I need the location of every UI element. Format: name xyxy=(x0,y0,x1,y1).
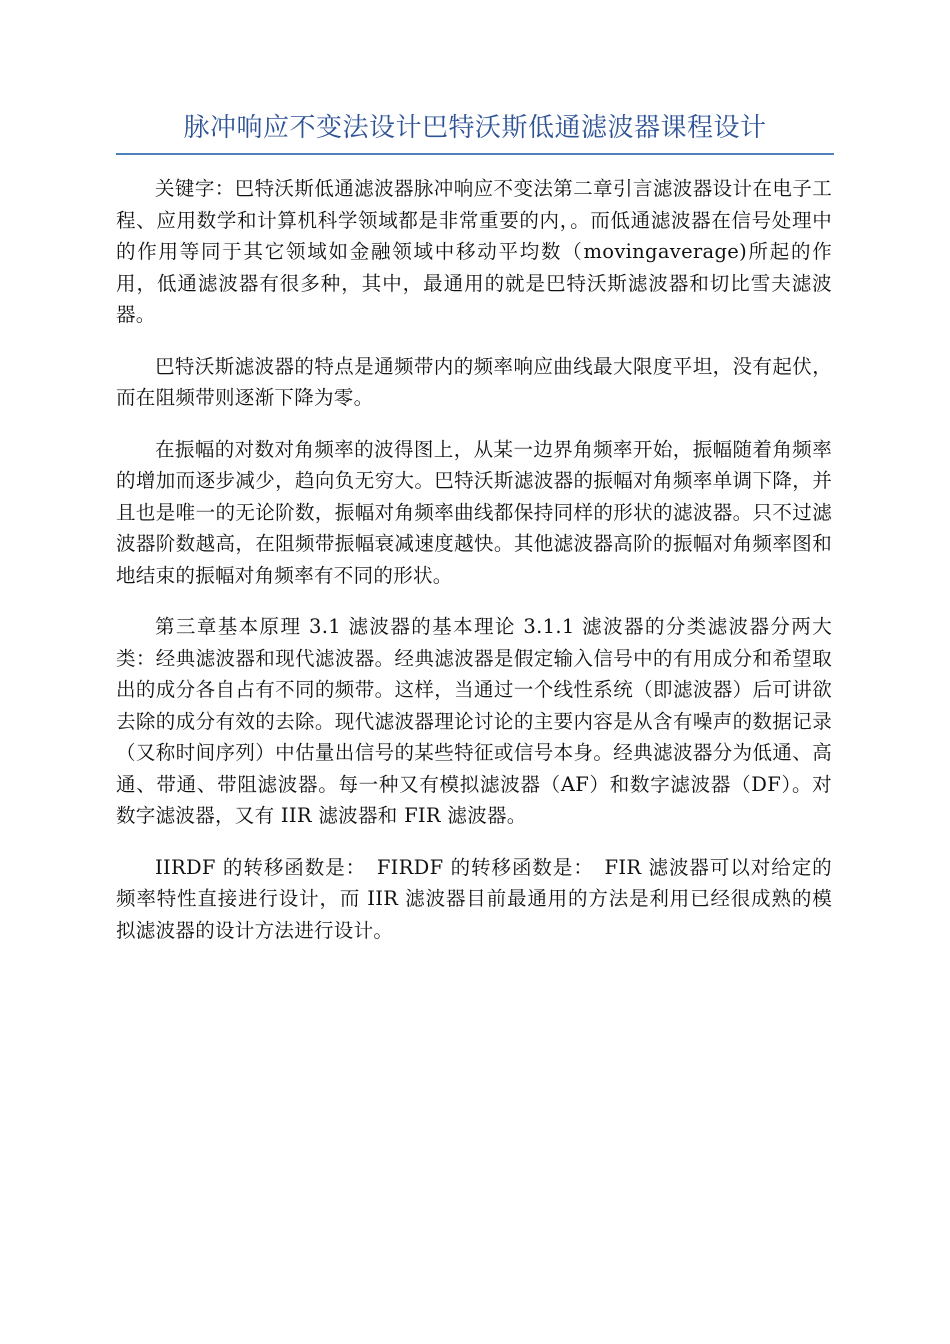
paragraph-bode-plot: 在振幅的对数对角频率的波得图上，从某一边界角频率开始，振幅随着角频率的增加而逐步减少，趋向负无穷大。巴特沃斯滤波器的振幅对角频率单调下降，并且也是唯一的无论阶数，振幅对角频率曲线都保持同样的形状的滤波器。只不过滤波器阶数越高，在阻频带振幅衰减速度越快。其他滤波器高阶的振幅对角频率图和地结束的振幅对角频率有不同的形状。 xyxy=(116,437,832,587)
paragraph-basic-principles: 第三章基本原理 3.1 滤波器的基本理论 3.1.1 滤波器的分类滤波器分两大类：经典滤波器和现代滤波器。经典滤波器是假定输入信号中的有用成分和希望取出的成分各自占有不同的频带。这样，当通过一个线性系统（即滤波器）后可讲欲去除的成分有效的去除。现代滤波器理论讨论的主要内容是从含有噪声的数据记录（又称时间序列）中估量出信号的某些特征或信号本身。经典滤波器分为低通、高通、带通、带阻滤波器。每一种又有模拟滤波器（AF）和数字滤波器（DF）。对数字滤波器，又有 IIR 滤波器和 FIR 滤波器。 xyxy=(116,615,832,827)
title-block xyxy=(116,108,834,155)
paragraph-butterworth-features: 巴特沃斯滤波器的特点是通频带内的频率响应曲线最大限度平坦，没有起伏，而在阻频带则逐渐下降为零。 xyxy=(116,354,832,409)
document-title: 脉冲响应不变法设计巴特沃斯低通滤波器课程设计 xyxy=(183,113,767,143)
paragraph-transfer-functions: IIRDF 的转移函数是： FIRDF 的转移函数是： FIR 滤波器可以对给定的频率特性直接进行设计，而 IIR 滤波器目前最通用的方法是利用已经很成熟的模拟滤波器的设计方法进行设计。 xyxy=(116,855,832,942)
document-body xyxy=(116,173,832,966)
paragraph-keywords-intro: 关键字：巴特沃斯低通滤波器脉冲响应不变法第二章引言滤波器设计在电子工程、应用数学和计算机科学领域都是非常重要的内，。而低通滤波器在信号处理中的作用等同于其它领域如金融领域中移动平均数（movingaverage)所起的作用，低通滤波器有很多种，其中，最通用的就是巴特沃斯滤波器和切比雪夫滤波器。 xyxy=(116,177,832,326)
